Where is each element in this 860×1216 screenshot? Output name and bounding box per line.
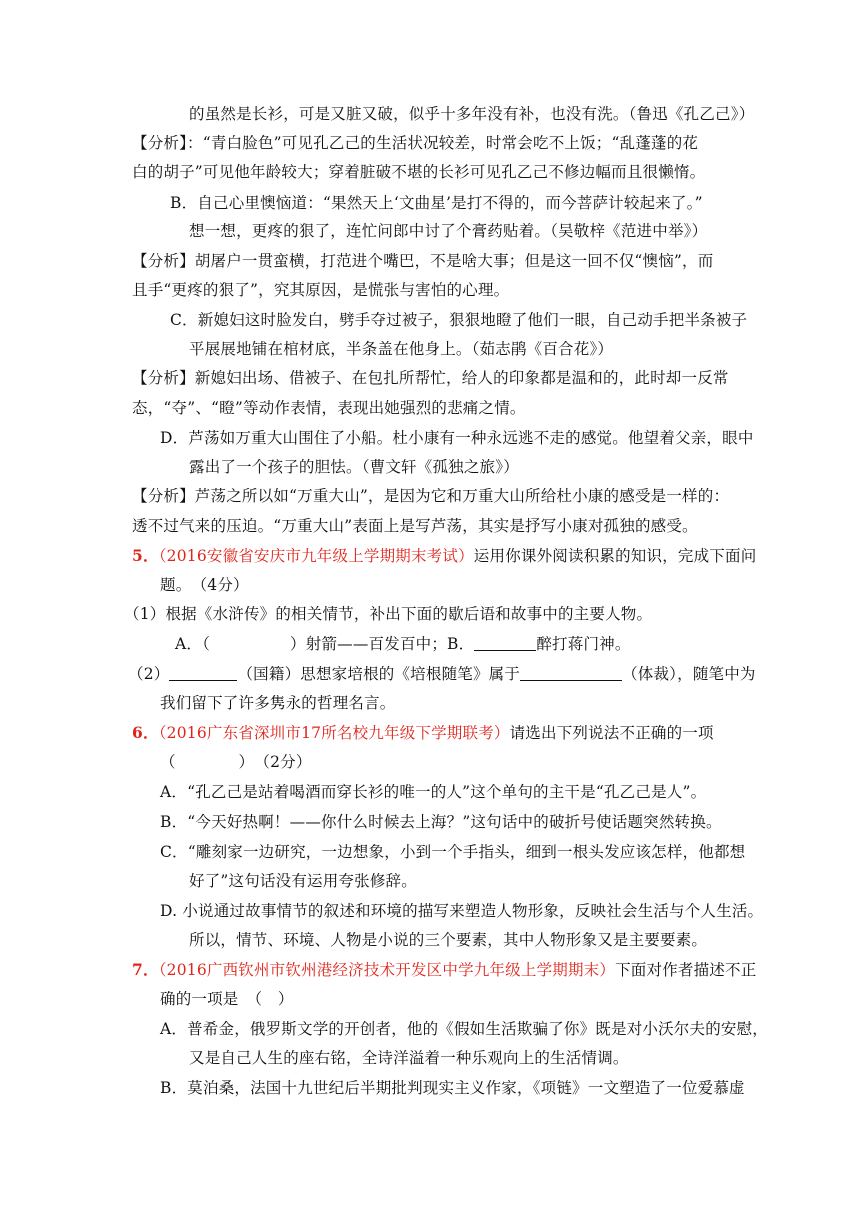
option-b: B．莫泊桑，法国十九世纪后半期批判现实主义作家，《项链》一文塑造了一位爱慕虚 xyxy=(160,1079,745,1097)
blank-a-close: ）射箭——百发百中；B． xyxy=(290,635,475,653)
question-stem-cont: 题。 （4分） xyxy=(160,576,249,594)
question-number: 7． xyxy=(132,960,159,979)
part-2-label: （2） xyxy=(128,665,170,683)
question-source: （2016安徽省安庆市九年级上学期期末考试） xyxy=(158,547,474,565)
option-a-cont: 又是自己人生的座右铭，全诗洋溢着一种乐观向上的生活情调。 xyxy=(189,1049,629,1067)
option-c-line: 平展展地铺在棺材底，半条盖在他身上。（茹志鹃《百合花》） xyxy=(189,340,614,358)
question-stem-cont: 确的一项是 （ ） xyxy=(160,990,294,1008)
part-2-end: （体裁），随笔中为 xyxy=(622,665,756,683)
option-b: B．“今天好热啊！——你什么时候去上海？”这句话中的破折号使话题突然转换。 xyxy=(160,813,722,831)
blank-nationality xyxy=(169,665,237,681)
blank-a-open: A．（ xyxy=(175,635,211,653)
option-d-line: 露出了一个孩子的胆怯。（曹文轩《孤独之旅》） xyxy=(189,458,519,476)
option-d-cont: 所以，情节、环境、人物是小说的三个要素，其中人物形象又是主要要素。 xyxy=(189,931,708,949)
question-part-1-blanks xyxy=(175,634,631,654)
text-line: 的虽然是长衫，可是又脏又破，似乎十多年没有补，也没有洗。（鲁迅《孔乙己》） xyxy=(189,105,755,123)
question-number: 6． xyxy=(132,723,159,742)
blank-b xyxy=(474,635,536,651)
question-part-2 xyxy=(128,664,756,684)
analysis-line: 【分析】新媳妇出场、借被子、在包扎所帮忙，给人的印象都是温和的，此时却一反常 xyxy=(132,369,729,387)
question-stem: 请选出下列说法不正确的一项 xyxy=(509,724,714,742)
question-source: （2016广西钦州市钦州港经济技术开发区中学九年级上学期期末） xyxy=(158,961,616,979)
question-stem: 运用你课外阅读积累的知识，完成下面问 xyxy=(473,547,757,565)
question-number: 5． xyxy=(132,546,159,565)
analysis-line: 态，“夺”、“瞪”等动作表情，表现出她强烈的悲痛之情。 xyxy=(132,399,526,417)
analysis-line: 白的胡子”可见他年龄较大；穿着脏破不堪的长衫可见孔乙己不修边幅而且很懒惰。 xyxy=(132,163,706,181)
option-a: A．“孔乙己是站着喝酒而穿长衫的唯一的人”这个单句的主干是“孔乙己是人”。 xyxy=(160,783,707,801)
analysis-line: 【分析】胡屠户一贯蛮横，打范进个嘴巴，不是啥大事；但是这一回不仅“懊恼”，而 xyxy=(132,252,714,270)
analysis-line: 【分析】芦荡之所以如“万重大山”，是因为它和万重大山所给杜小康的感受是一样的： xyxy=(132,487,730,505)
analysis-line: 【分析】：“青白脸色”可见孔乙己的生活状况较差，时常会吃不上饭；“乱蓬蓬的花 xyxy=(132,134,699,152)
option-a: A．普希金，俄罗斯文学的开创者，他的《假如生活欺骗了你》既是对小沃尔夫的安慰， xyxy=(160,1020,768,1038)
question-part-1: （1）根据《水浒传》的相关情节，补出下面的歇后语和故事中的主要人物。 xyxy=(124,605,653,623)
option-d-line: D．芦荡如万重大山围住了小船。杜小康有一种永远逃不走的感觉。他望着父亲，眼中 xyxy=(160,429,754,447)
option-c-line: C．新媳妇这时脸发白，劈手夺过被子，狠狠地瞪了他们一眼，自己动手把半条被子 xyxy=(170,311,748,329)
blank-genre xyxy=(520,665,622,681)
question-stem: 下面对作者描述不正 xyxy=(615,961,757,979)
option-b-line: B．自己心里懊恼道：“果然天上‘文曲星’是打不得的，而今菩萨计较起来了。” xyxy=(170,194,703,212)
question-6-header xyxy=(132,723,714,743)
analysis-line: 且手“更疼的狠了”，究其原因，是慌张与害怕的心理。 xyxy=(132,281,510,299)
blank-b-after: 醉打蒋门神。 xyxy=(536,635,631,653)
option-d: D. 小说通过故事情节的叙述和环境的描写来塑造人物形象，反映社会生活与个人生活。 xyxy=(160,902,764,920)
question-part-2-cont: 我们留下了许多隽永的哲理名言。 xyxy=(160,694,396,712)
question-5-header xyxy=(132,546,756,566)
option-c-cont: 好了”这句话没有运用夸张修辞。 xyxy=(189,872,417,890)
analysis-line: 透不过气来的压迫。“万重大山”表面上是写芦荡，其实是抒写小康对孤独的感受。 xyxy=(132,517,698,535)
question-stem-cont: （ ） （2分） xyxy=(160,753,312,771)
option-c: C．“雕刻家一边研究，一边想象，小到一个手指头，细到一根头发应该怎样，他都想 xyxy=(160,843,746,861)
option-b-line: 想一想，更疼的狠了，连忙问郎中讨了个膏药贴着。（吴敬梓《范进中举》） xyxy=(189,222,708,240)
part-2-mid: （国籍）思想家培根的《培根随笔》属于 xyxy=(237,665,521,683)
question-source: （2016广东省深圳市17所名校九年级下学期联考） xyxy=(158,724,510,742)
question-7-header xyxy=(132,960,756,980)
